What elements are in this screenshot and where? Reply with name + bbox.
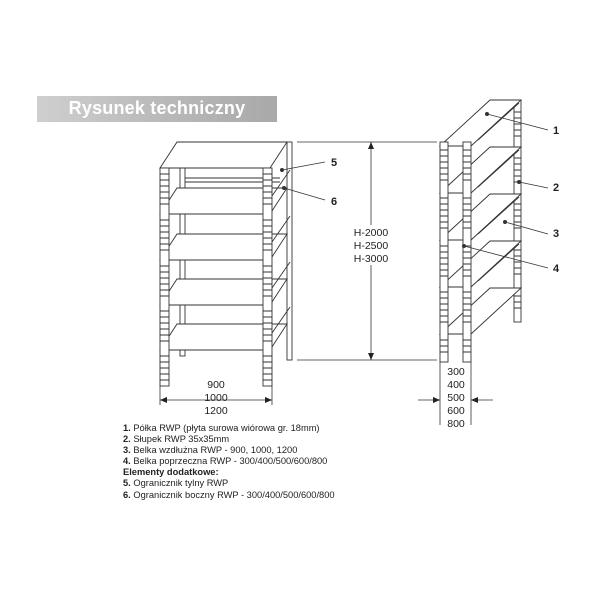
front-view-shelving <box>160 142 292 386</box>
legend-item-6: 6. Ogranicznik boczny RWP - 300/400/500/600/800 <box>123 489 335 500</box>
side-front-post-right <box>463 142 471 362</box>
callout-5-label: 5 <box>331 157 338 169</box>
depth-label-600: 600 <box>447 405 465 417</box>
callout-1-label: 1 <box>553 125 560 137</box>
callout-6-label: 6 <box>331 196 338 208</box>
legend <box>123 423 335 501</box>
side-shelves <box>440 100 521 334</box>
width-label-1200: 1200 <box>204 405 228 417</box>
callout-3-label: 3 <box>553 228 560 240</box>
depth-label-500: 500 <box>447 392 465 404</box>
legend-item-3: 3. Belka wzdłużna RWP - 900, 1000, 1200 <box>123 445 298 456</box>
height-label-3000: H-3000 <box>353 253 389 265</box>
depth-label-400: 400 <box>447 379 465 391</box>
legend-item-1: 1. Półka RWP (płyta surowa wiórowa gr. 18mm) <box>123 423 320 433</box>
legend-extras-heading: Elementy dodatkowe: <box>123 467 219 478</box>
depth-label-300: 300 <box>447 366 465 378</box>
height-label-2000: H-2000 <box>353 227 389 239</box>
legend-item-2: 2. Słupek RWP 35x35mm <box>123 434 230 445</box>
legend-item-5: 5. Ogranicznik tylny RWP <box>123 478 229 489</box>
front-right-post <box>263 168 272 386</box>
callout-3-leader <box>505 222 548 234</box>
callout-2-label: 2 <box>553 182 560 194</box>
front-left-post <box>160 168 169 386</box>
side-view-shelving <box>440 100 521 362</box>
callout-4-label: 4 <box>553 263 560 275</box>
callout-2-leader <box>519 182 548 188</box>
width-label-1000: 1000 <box>204 392 228 404</box>
depth-label-800: 800 <box>447 418 465 430</box>
side-front-post-left <box>440 142 448 362</box>
width-label-900: 900 <box>207 379 225 391</box>
height-label-2500: H-2500 <box>353 240 389 252</box>
page-title: Rysunek techniczny <box>68 98 246 118</box>
legend-item-4: 4. Belka poprzeczna RWP - 300/400/500/600/800 <box>123 456 328 467</box>
